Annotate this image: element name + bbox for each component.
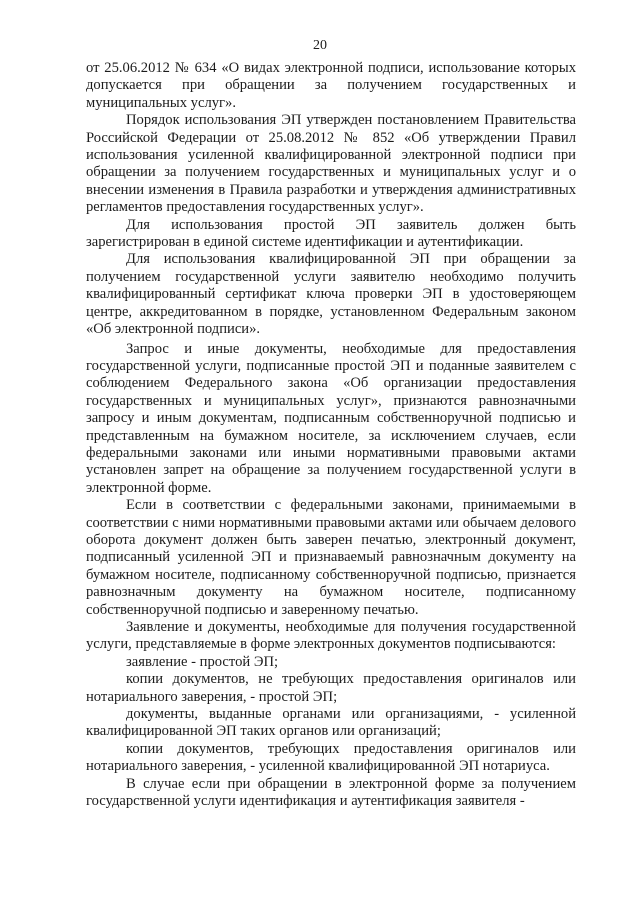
list-item-application: заявление - простой ЭП; [126,653,279,670]
paragraph-electronic-identification: В случае если при обращении в электронной форме за получением государственной услуги идентификация и аутентификация заявителя - [86,775,576,810]
list-item-copies-notary: копии документов, требующих предоставления оригиналов или нотариального заверения, - усиленной квалифицированной ЭП нотариуса. [86,740,576,775]
paragraph-resolution-reference: от 25.06.2012 № 634 «О видах электронной подписи, использование которых допускается при обращении за получением государственных и муниципальных услуг». [86,60,576,111]
paragraph-request-documents: Запрос и иные документы, необходимые для предоставления государственной услуги, подписанные простой ЭП и поданные заявителем с соблюдением Федерального закона «Об организации предоставления государственных и муниципальных услуг», признаются равнозначными запросу и иным документам, подписанным собственноручной подписью и представленным на бумажном носителе, за исключением случаев, если федеральными законами или иными нормативными правовыми актами установлен запрет на обращение за получением государственной услуги в электронной форме. [86,340,576,496]
paragraph-seal-requirement: Если в соответствии с федеральными законами, принимаемыми в соответствии с ними нормативными правовыми актами или обычаем делового оборота документ должен быть заверен печатью, электронный документ, подписанный усиленной ЭП и признаваемый равнозначным документу на бумажном носителе, подписанному собственноручной подписью, признается равнозначным документу на бумажном носителе, подписанному собственноручной подписью и заверенному печатью. [86,497,576,618]
page-number: 20 [313,38,327,53]
list-item-issued-documents: документы, выданные органами или организациями, - усиленной квалифицированной ЭП таких органов или организаций; [86,706,576,740]
paragraph-signing-intro: Заявление и документы, необходимые для получения государственной услуги, представляемые в форме электронных документов подписываются: [86,619,576,653]
list-item-copies-simple: копии документов, не требующих предоставления оригиналов или нотариального заверения, - простой ЭП; [86,671,576,705]
paragraph-qualified-signature: Для использования квалифицированной ЭП при обращении за получением государственной услуги заявителю необходимо получить квалифицированный сертификат ключа проверки ЭП в удостоверяющем центре, аккредитованном в порядке, установленном Федеральным законом «Об электронной подписи». [86,251,576,338]
paragraph-procedure: Порядок использования ЭП утвержден постановлением Правительства Российской Федерации от 25.08.2012 № 852 «Об утверждении Правил использования усиленной квалифицированной электронной подписи при обращении за получением государственных и муниципальных услуг и о внесении изменения в Правила разработки и утверждения административных регламентов предоставления государственных услуг». [86,112,576,216]
document-body [86,60,576,810]
paragraph-simple-signature: Для использования простой ЭП заявитель должен быть зарегистрирован в единой системе идентификации и аутентификации. [86,216,576,251]
